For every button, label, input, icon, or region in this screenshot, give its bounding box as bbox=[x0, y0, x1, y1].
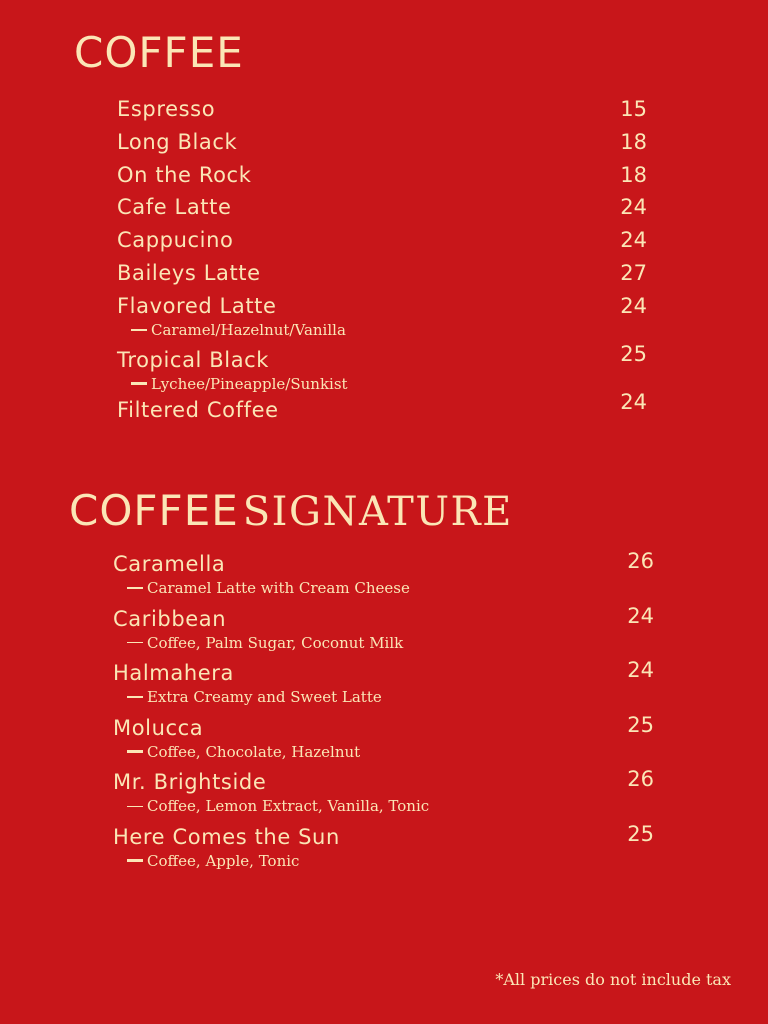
item-name: Molucca bbox=[113, 715, 204, 740]
menu-item-baileys-latte bbox=[117, 258, 647, 291]
menu-item-tropical-black bbox=[117, 341, 647, 395]
menu-item-cafe-latte bbox=[117, 192, 647, 225]
item-description-text: Extra Creamy and Sweet Latte bbox=[147, 688, 382, 707]
item-price: 18 bbox=[620, 162, 647, 187]
item-description bbox=[127, 634, 654, 652]
item-price: 27 bbox=[620, 260, 647, 285]
item-name: Espresso bbox=[117, 97, 216, 121]
item-name: Here Comes the Sun bbox=[113, 824, 340, 849]
item-description-text: Coffee, Apple, Tonic bbox=[147, 851, 300, 870]
item-price: 18 bbox=[620, 129, 647, 154]
menu-item-caramella bbox=[113, 549, 654, 604]
menu-item-caribbean bbox=[113, 604, 654, 659]
item-price: 24 bbox=[620, 389, 647, 414]
item-name: Filtered Coffee bbox=[117, 397, 279, 422]
menu-item-filtered-coffee bbox=[117, 389, 647, 428]
menu-item-mr-brightside bbox=[113, 767, 654, 822]
dash-icon bbox=[127, 642, 143, 644]
menu-item-here-comes-the-sun bbox=[113, 822, 654, 877]
signature-title-part1: COFFEE bbox=[69, 486, 239, 535]
menu-item-espresso bbox=[117, 94, 647, 127]
item-price: 26 bbox=[627, 767, 654, 792]
item-description bbox=[127, 688, 654, 706]
item-description-text: Coffee, Chocolate, Hazelnut bbox=[147, 742, 361, 761]
signature-section-title bbox=[69, 486, 513, 535]
item-name: Cafe Latte bbox=[117, 195, 232, 220]
item-description bbox=[131, 375, 647, 393]
menu-item-flavored-latte bbox=[117, 291, 647, 345]
item-name: Caribbean bbox=[113, 606, 227, 631]
item-price: 24 bbox=[627, 658, 654, 683]
dash-icon bbox=[127, 696, 143, 698]
menu-item-halmahera bbox=[113, 658, 654, 713]
item-name: Cappucino bbox=[117, 228, 234, 253]
item-name: Long Black bbox=[117, 129, 238, 154]
menu-item-molucca bbox=[113, 713, 654, 768]
item-description-text: Coffee, Palm Sugar, Coconut Milk bbox=[147, 633, 404, 652]
dash-icon bbox=[127, 587, 143, 589]
tax-footnote: *All prices do not include tax bbox=[495, 970, 731, 989]
dash-icon bbox=[131, 382, 147, 385]
menu-item-long-black bbox=[117, 127, 647, 160]
item-name: Halmahera bbox=[113, 661, 234, 686]
item-description-text: Caramel/Hazelnut/Vanilla bbox=[151, 320, 346, 339]
item-description bbox=[127, 852, 654, 870]
item-price: 26 bbox=[627, 549, 654, 573]
item-description bbox=[131, 321, 647, 339]
item-name: Tropical Black bbox=[117, 347, 270, 372]
signature-title-part2: SIGNATURE bbox=[242, 489, 513, 535]
item-name: Baileys Latte bbox=[117, 260, 261, 285]
item-price: 24 bbox=[620, 195, 647, 220]
item-description-text: Coffee, Lemon Extract, Vanilla, Tonic bbox=[147, 797, 430, 816]
item-price: 25 bbox=[627, 821, 654, 846]
item-price: 24 bbox=[620, 293, 647, 318]
menu-item-on-the-rock bbox=[117, 160, 647, 193]
item-price: 25 bbox=[620, 341, 647, 366]
item-name: On the Rock bbox=[117, 162, 252, 187]
item-description bbox=[127, 743, 654, 761]
dash-icon bbox=[127, 806, 143, 808]
item-description bbox=[127, 579, 654, 597]
item-price: 25 bbox=[627, 712, 654, 737]
item-description bbox=[127, 797, 654, 815]
item-price: 15 bbox=[620, 97, 647, 121]
dash-icon bbox=[131, 329, 147, 331]
coffee-section-title: COFFEE bbox=[74, 28, 244, 77]
coffee-menu-list bbox=[117, 94, 647, 428]
item-price: 24 bbox=[620, 228, 647, 253]
menu-item-cappucino bbox=[117, 225, 647, 258]
item-name: Mr. Brightside bbox=[113, 770, 267, 795]
dash-icon bbox=[127, 750, 143, 753]
item-price: 24 bbox=[627, 603, 654, 628]
item-name: Flavored Latte bbox=[117, 293, 277, 318]
item-description-text: Caramel Latte with Cream Cheese bbox=[147, 579, 410, 597]
signature-menu-list bbox=[113, 549, 654, 877]
dash-icon bbox=[127, 859, 143, 862]
item-description-text: Lychee/Pineapple/Sunkist bbox=[151, 374, 348, 393]
item-name: Caramella bbox=[113, 552, 226, 576]
